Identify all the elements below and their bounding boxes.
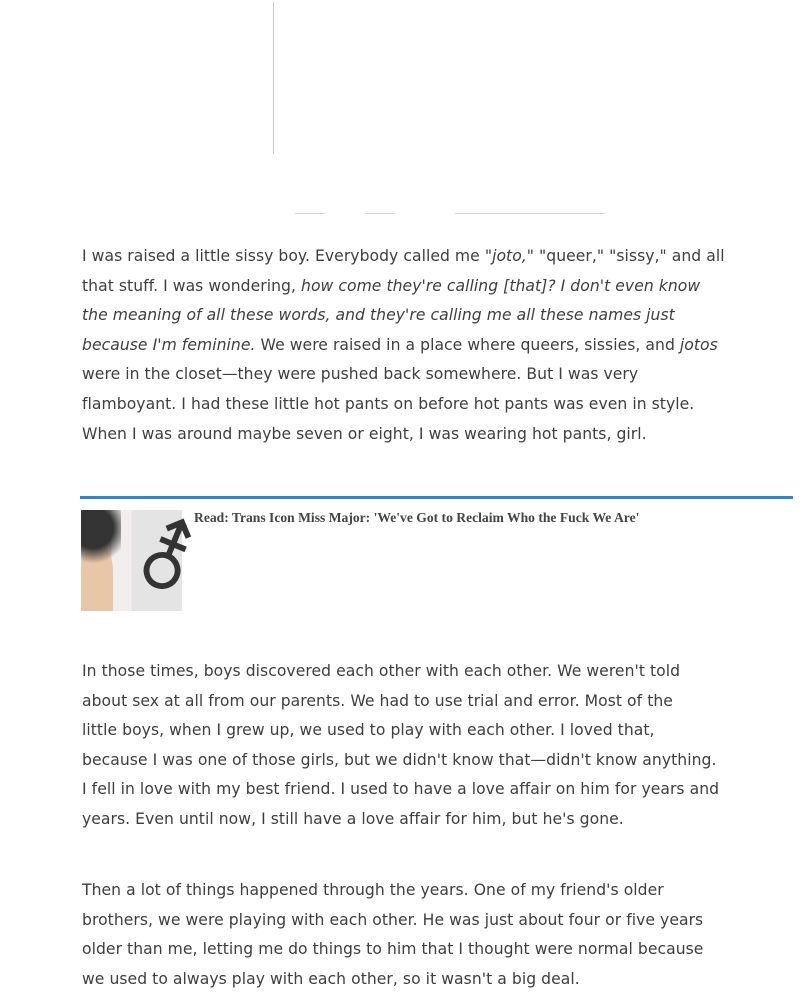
text-line bbox=[82, 360, 725, 390]
text-segment: brothers, we were playing with each other. He was just about four or five years bbox=[82, 910, 704, 929]
italic-text: the meaning of all these words, and they're calling me all these names just bbox=[82, 306, 675, 325]
text-line bbox=[82, 746, 719, 776]
text-line bbox=[82, 390, 725, 420]
text-segment: We were raised in a place where queers, sissies, and bbox=[255, 335, 680, 354]
text-segment: little boys, when I grew up, we used to play with each other. I loved that, bbox=[82, 721, 655, 740]
text-segment: flamboyant. I had these little hot pants on before hot pants was even in style. bbox=[82, 394, 695, 413]
text-line bbox=[82, 805, 719, 835]
faint-rule bbox=[295, 213, 325, 214]
text-line bbox=[82, 687, 719, 717]
related-article-rule bbox=[80, 496, 793, 499]
text-line bbox=[82, 420, 725, 450]
italic-text: how come they're calling [that]? I don't even know bbox=[301, 276, 701, 295]
text-line bbox=[82, 935, 703, 965]
paragraph-1 bbox=[82, 242, 725, 449]
trans-symbol-icon: ⚦ bbox=[133, 514, 201, 607]
text-segment: I fell in love with my best friend. I used to have a love affair on him for years and bbox=[82, 780, 720, 799]
faint-rule bbox=[365, 213, 395, 214]
text-line bbox=[82, 775, 719, 805]
faint-rule bbox=[455, 213, 605, 214]
related-article-thumbnail[interactable] bbox=[81, 510, 201, 611]
text-line bbox=[82, 716, 719, 746]
text-line bbox=[82, 331, 725, 361]
text-segment: because I was one of those girls, but we didn't know that—didn't know anything. bbox=[82, 750, 717, 769]
text-segment: years. Even until now, I still have a love affair for him, but he's gone. bbox=[82, 809, 624, 828]
divider-line bbox=[273, 2, 274, 154]
italic-text: jotos bbox=[679, 335, 718, 354]
text-segment: older than me, letting me do things to him that I thought were normal because bbox=[82, 940, 704, 959]
text-segment: When I was around maybe seven or eight, I was wearing hot pants, girl. bbox=[82, 424, 647, 443]
text-line bbox=[82, 272, 725, 302]
text-segment: about sex at all from our parents. We had to use trial and error. Most of the bbox=[82, 691, 673, 710]
text-segment: I was raised a little sissy boy. Everybody called me " bbox=[82, 247, 493, 265]
text-line bbox=[82, 301, 725, 331]
related-article-link[interactable]: Read: Trans Icon Miss Major: 'We've Got to Reclaim Who the Fuck We Are' bbox=[194, 510, 640, 525]
paragraph-3 bbox=[82, 876, 703, 994]
text-segment: we used to always play with each other, so it wasn't a big deal. bbox=[82, 969, 580, 988]
text-line bbox=[82, 965, 703, 995]
italic-text: because I'm feminine. bbox=[82, 335, 256, 354]
text-segment: were in the closet—they were pushed back somewhere. But I was very bbox=[82, 365, 639, 384]
text-line bbox=[82, 242, 725, 272]
text-line bbox=[82, 657, 719, 687]
text-segment: In those times, boys discovered each other with each other. We weren't told bbox=[82, 662, 681, 680]
paragraph-2 bbox=[82, 657, 719, 835]
text-segment: Then a lot of things happened through the years. One of my friend's older bbox=[82, 881, 664, 899]
text-line bbox=[82, 906, 703, 936]
text-segment: that stuff. I was wondering, bbox=[82, 276, 302, 295]
italic-text: joto, bbox=[492, 247, 527, 265]
text-line bbox=[82, 876, 703, 906]
text-segment: " "queer," "sissy," and all bbox=[526, 247, 725, 265]
